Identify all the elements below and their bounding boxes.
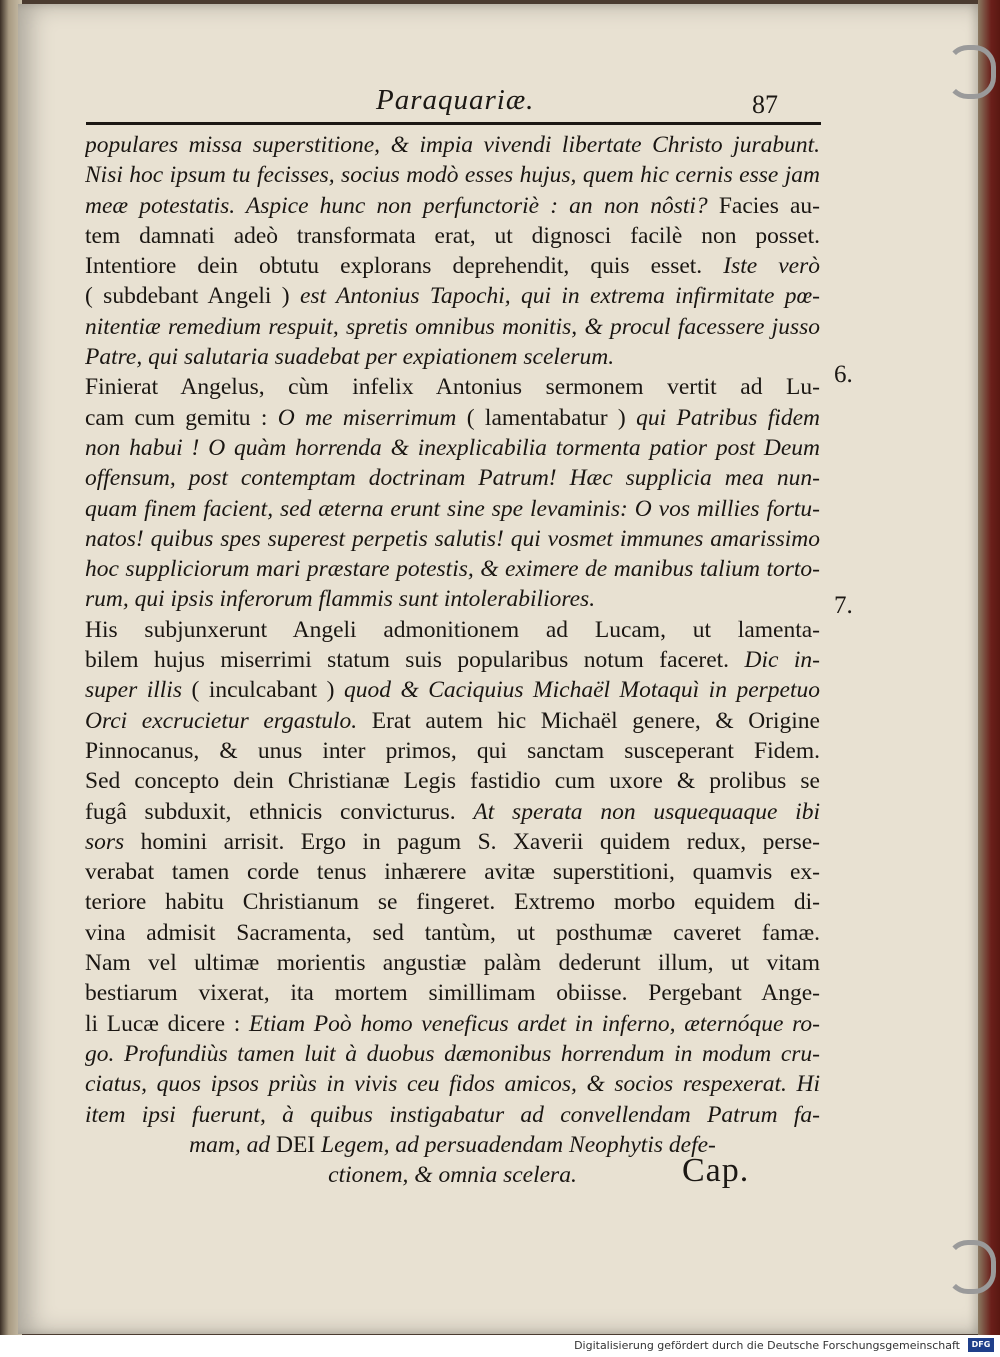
binding-edge [978,0,1000,1335]
text-segment: super illis [85,677,182,704]
text-line [85,312,820,342]
text-segment: At sperata non usquequaque ibi [473,798,820,825]
text-segment: Legem, ad persuadendam Neophytis defe- [315,1131,716,1158]
body-text [85,130,820,1190]
book-page [18,4,978,1334]
text-line [85,160,820,190]
text-line [85,524,820,554]
text-line [85,615,820,645]
text-line [85,797,820,827]
ring-clip-bottom [946,1240,996,1294]
text-line [85,433,820,463]
text-segment: offensum, post contemptam doctrinam Patrum! Hæc supplicia mea nun- [85,465,820,492]
text-segment: meæ potestatis. Aspice hunc non perfunctoriè : an non nôsti? [85,192,719,219]
text-segment: ctionem, & omnia scelera. [328,1162,577,1189]
text-segment: est Antonius Tapochi, qui in extrema infirmitate pœ- [299,283,820,310]
text-line [85,645,820,675]
text-line [85,554,820,584]
text-line [85,221,820,251]
text-line [85,857,820,887]
text-segment: item ipsi fuerunt, à quibus instigabatur ad convellendam Patrum fa- [85,1101,820,1128]
text-segment: homini arrisit. Ergo in pagum S. Xaverii quidem redux, perse- [124,828,820,855]
text-line [85,1039,820,1069]
page-number: 87 [752,90,778,119]
text-line [85,372,820,402]
text-segment: Intentiore dein obtutu explorans deprehendit, quis esset. [85,253,724,280]
text-line [85,766,820,796]
text-segment: Facies au- [718,192,820,219]
text-segment: Nisi hoc ipsum tu fecisses, socius modò esses hujus, quem hic cernis esse jam [85,162,820,189]
text-segment: natos! quibus spes superest perpetis salutis! qui vosmet immunes amarissimo [85,525,820,552]
header-rule [86,122,821,125]
text-line [85,342,820,372]
text-segment: Orci excrucietur ergastulo. [85,707,372,734]
page-header [86,80,821,126]
text-line [85,736,820,766]
text-line [85,584,820,614]
running-title: Paraquariæ. [376,84,535,116]
text-segment: vina admisit Sacramenta, sed tantùm, ut posthumæ caveret famæ. [85,919,820,946]
text-segment: Finierat Angelus, cùm infelix Antonius sermonem vertit ad Lu- [85,374,820,401]
margin-number-6: 6. [834,361,853,388]
text-line [85,827,820,857]
text-segment: fugâ subduxit, ethnicis convicturus. [85,798,474,825]
text-segment: Dic in- [744,647,820,674]
text-line [85,130,820,160]
text-segment: Etiam Poò homo veneficus ardet in inferno, æternóque ro- [248,1010,820,1037]
text-segment: bestiarum vixerat, ita mortem simillimam obiisse. Pergebant Ange- [85,980,820,1007]
text-segment: ( subdebant Angeli ) [85,283,300,310]
text-segment: ciatus, quos ipsos priùs in vivis ceu fidos amicos, & socios respexerat. Hi [85,1071,820,1098]
text-segment: hoc suppliciorum mari præstare potestis, & eximere de manibus talium torto- [85,556,820,583]
text-segment: go. Profundiùs tamen luit à duobus dæmonibus horrendum in modum cru- [85,1040,820,1067]
text-segment: verabat tamen corde tenus inhærere avitæ superstitioni, quamvis ex- [85,859,820,886]
text-line [85,1009,820,1039]
text-segment: Sed concepto dein Christianæ Legis fastidio cum uxore & prolibus se [85,768,820,795]
text-segment: ( lamentabatur ) [456,404,637,431]
text-segment: O me miserrimum [277,404,457,431]
text-segment: DEI [275,1131,316,1158]
text-segment: mam, ad [189,1131,276,1158]
text-segment: nitentiæ remedium respuit, spretis omnibus monitis, & procul facessere jusso [85,313,820,340]
text-line [85,1100,820,1130]
text-segment: qui Patribus fidem [636,404,820,431]
text-segment: Erat autem hic Michaël genere, & Origine [371,707,820,734]
text-line [85,251,820,281]
text-line [85,191,820,221]
text-line [85,978,820,1008]
text-segment: Iste verò [723,253,820,280]
text-segment: populares missa superstitione, & impia vivendi libertate Christo jurabunt. [85,132,820,158]
text-segment: rum, qui ipsis inferorum flammis sunt intolerabiliores. [85,586,596,613]
text-segment: tem damnati adeò transformata erat, ut dignosci facilè non posset. [85,222,820,249]
text-segment: cam cum gemitu : [85,404,278,431]
text-segment: teriore habitu Christianum se fingeret. Extremo morbo equidem di- [85,889,820,916]
text-line [85,887,820,917]
text-segment: Nam vel ultimæ morientis angustiæ palàm dederunt illum, ut vitam [85,950,820,977]
text-segment: quod & Caciquius Michaël Motaquì in perpetuo [343,677,820,704]
footer-bar [0,1335,1000,1357]
dfg-logo: DFG [968,1338,994,1352]
text-line [85,675,820,705]
catchword: Cap. [682,1152,750,1189]
text-line [85,463,820,493]
text-line [85,403,820,433]
text-line [85,918,820,948]
text-line [85,1069,820,1099]
text-line [85,948,820,978]
text-segment: ( inculcabant ) [181,677,344,704]
text-line [85,494,820,524]
text-segment: Patre, qui salutaria suadebat per expiationem scelerum. [85,344,615,371]
text-segment: bilem hujus miserrimi statum suis popularibus notum faceret. [85,647,745,674]
margin-number-7: 7. [834,592,853,619]
text-segment: li Lucæ dicere : [85,1010,249,1037]
footer-credit: Digitalisierung gefördert durch die Deutsche Forschungsgemeinschaft [574,1339,960,1352]
ring-clip-top [946,45,996,99]
text-segment: Pinnocanus, & unus inter primos, qui sanctam susceperant Fidem. [85,737,820,764]
text-segment: quam finem facient, sed æterna erunt sine spe levaminis: O vos millies fortu- [85,495,820,522]
text-line [85,281,820,311]
text-line [85,706,820,736]
text-segment: His subjunxerunt Angeli admonitionem ad Lucam, ut lamenta- [85,616,820,643]
text-segment: sors [85,828,125,855]
text-segment: non habui ! O quàm horrenda & inexplicabilia tormenta patior post Deum [85,434,820,461]
